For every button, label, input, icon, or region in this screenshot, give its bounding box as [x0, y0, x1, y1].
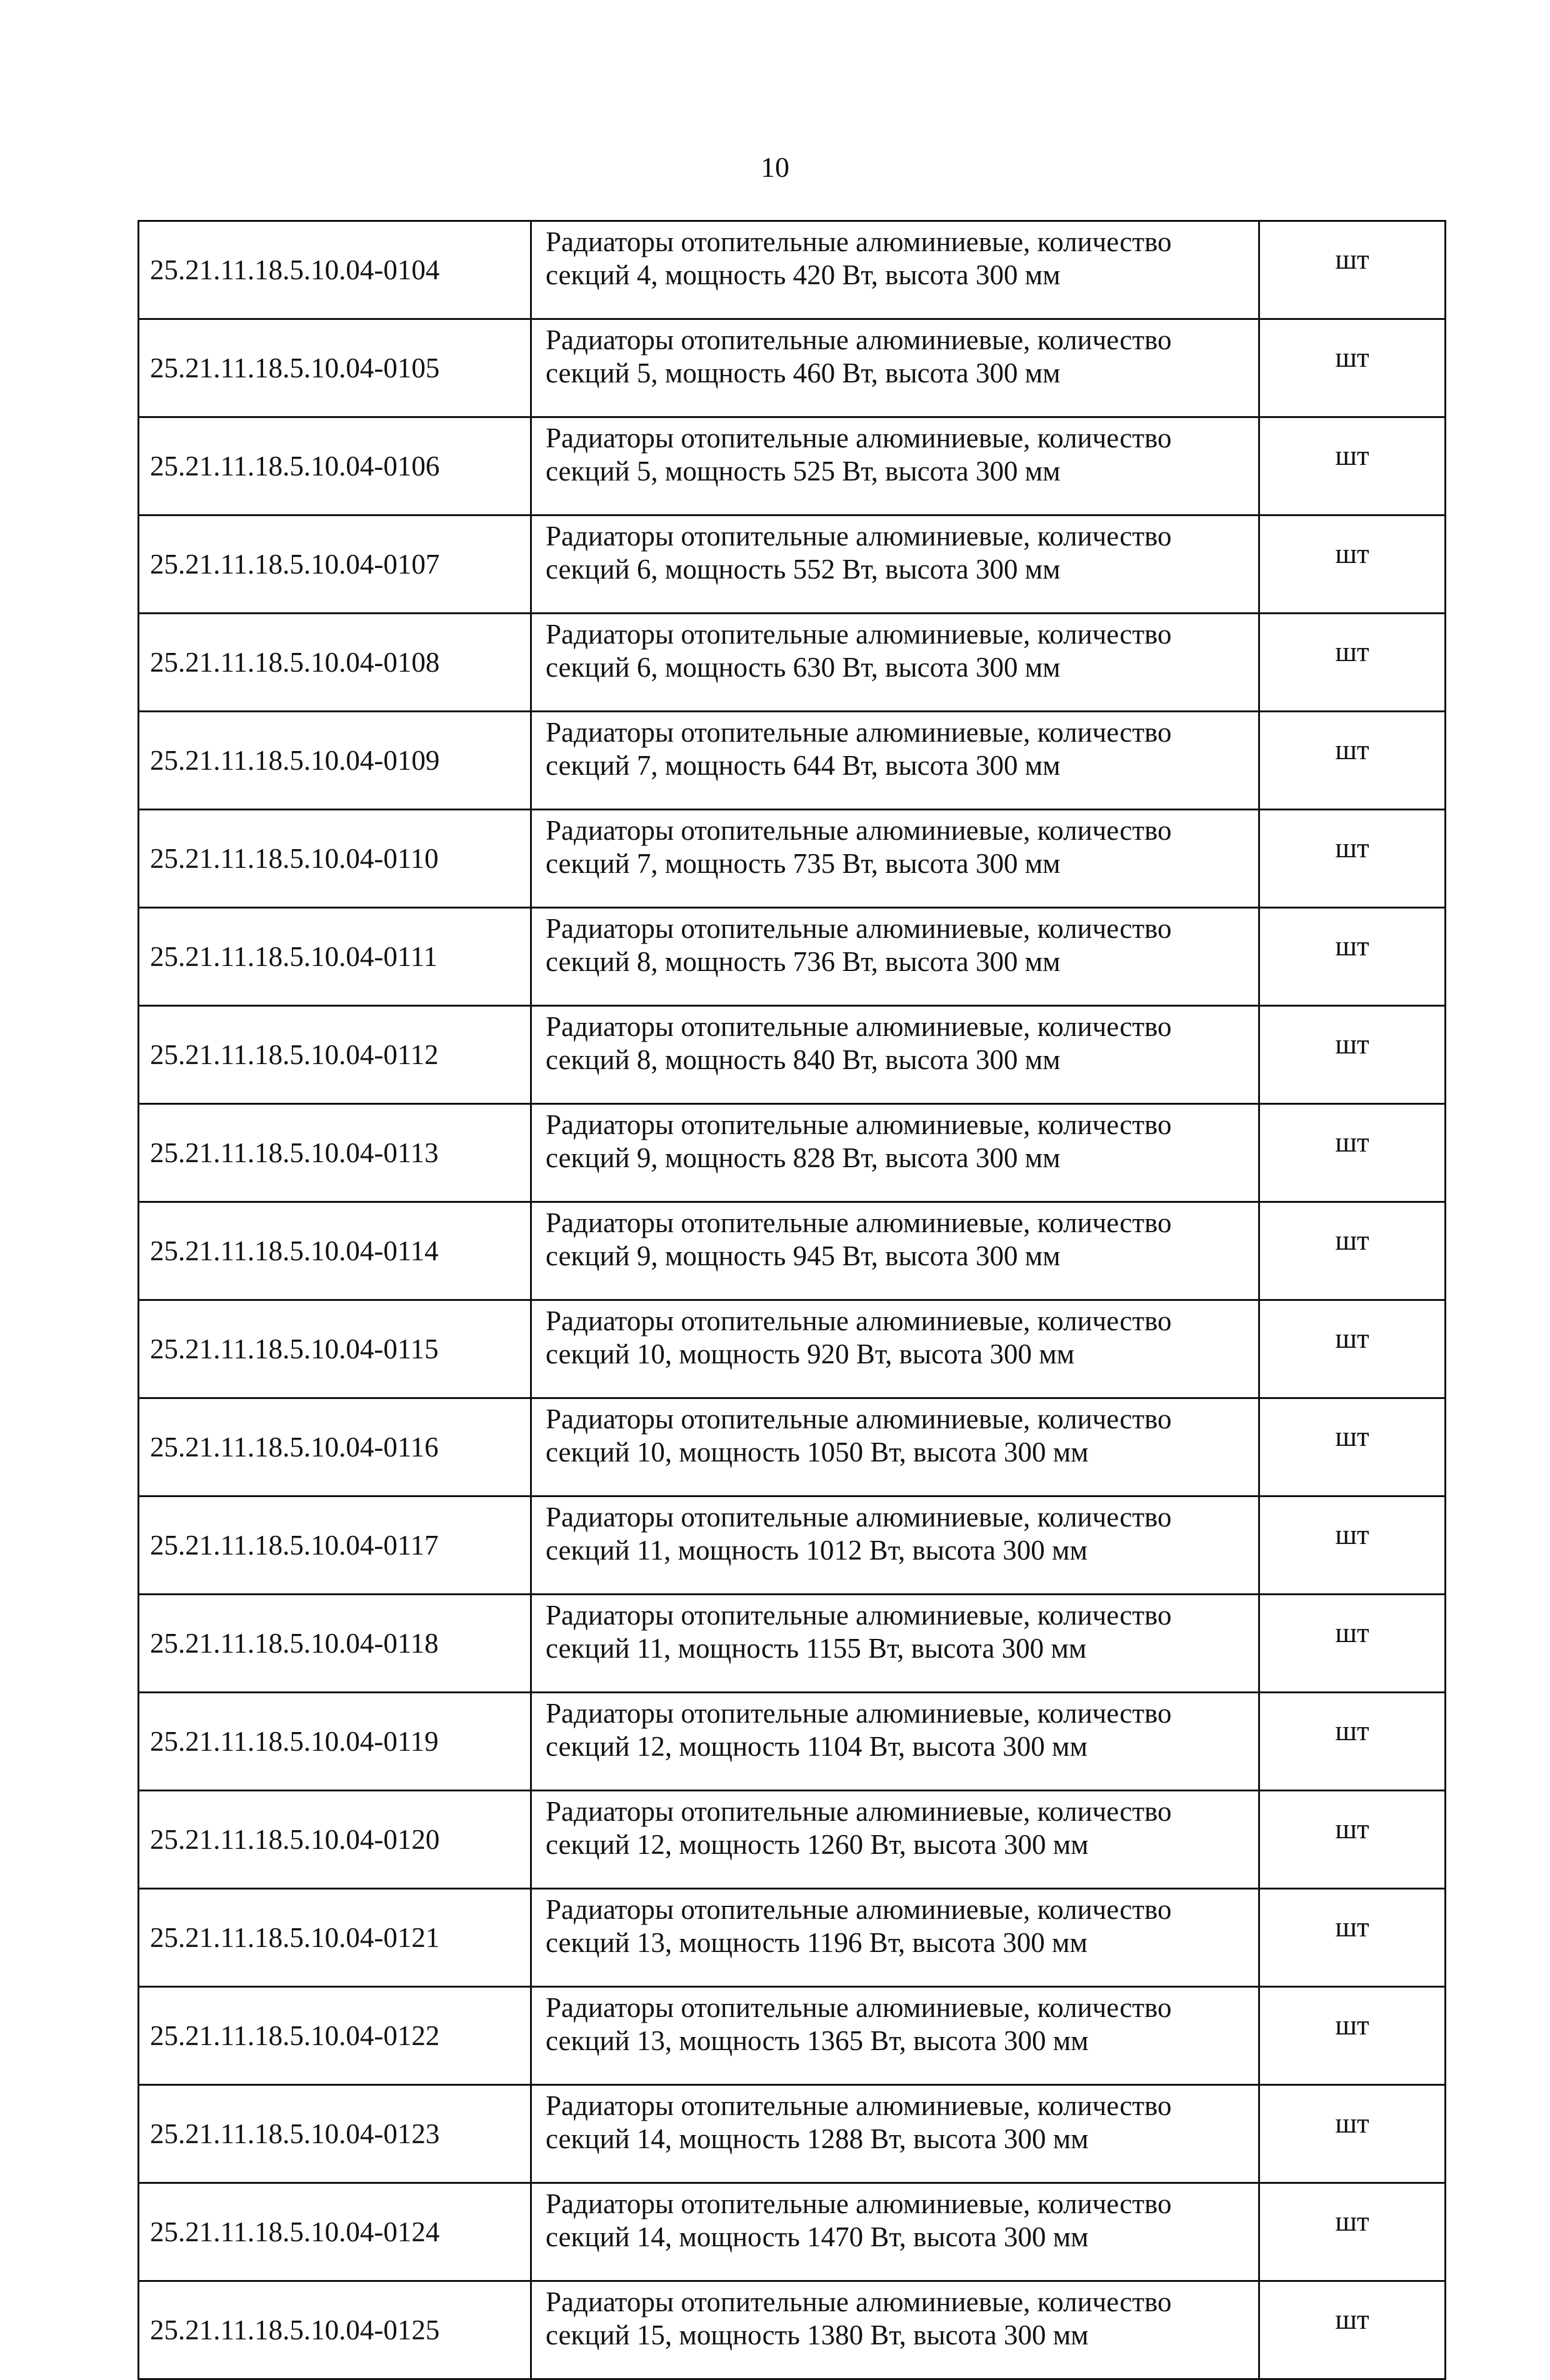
- description-line-1: Радиаторы отопительные алюминиевые, количество: [546, 520, 1172, 552]
- resource-code-cell: 25.21.11.18.5.10.04-0116: [139, 1398, 531, 1496]
- table-row: [139, 1006, 1446, 1104]
- description-line-1: Радиаторы отопительные алюминиевые, количество: [546, 1698, 1172, 1729]
- description-line-1: Радиаторы отопительные алюминиевые, количество: [546, 1207, 1172, 1238]
- description-line-2: секций 5, мощность 525 Вт, высота 300 мм: [546, 456, 1061, 487]
- unit-cell: шт: [1259, 1889, 1446, 1987]
- description-line-2: секций 14, мощность 1288 Вт, высота 300 мм: [546, 2123, 1089, 2154]
- resource-code-cell: 25.21.11.18.5.10.04-0107: [139, 515, 531, 614]
- resource-description-cell: [531, 221, 1259, 319]
- unit-cell: шт: [1259, 1693, 1446, 1791]
- resource-code-cell: 25.21.11.18.5.10.04-0105: [139, 319, 531, 417]
- resource-code-cell: 25.21.11.18.5.10.04-0108: [139, 614, 531, 712]
- table-row: [139, 221, 1446, 319]
- description-line-2: секций 10, мощность 1050 Вт, высота 300 мм: [546, 1436, 1089, 1468]
- resource-code-cell: 25.21.11.18.5.10.04-0106: [139, 417, 531, 515]
- description-line-1: Радиаторы отопительные алюминиевые, количество: [546, 619, 1172, 650]
- unit-cell: шт: [1259, 1791, 1446, 1889]
- resource-description-cell: [531, 1987, 1259, 2085]
- description-line-2: секций 9, мощность 828 Вт, высота 300 мм: [546, 1142, 1061, 1173]
- resource-description-cell: [531, 1104, 1259, 1202]
- table-body: [139, 221, 1446, 2379]
- unit-cell: шт: [1259, 712, 1446, 810]
- resource-description-cell: [531, 712, 1259, 810]
- resource-code-cell: 25.21.11.18.5.10.04-0113: [139, 1104, 531, 1202]
- resource-code-cell: 25.21.11.18.5.10.04-0111: [139, 908, 531, 1006]
- resource-code-cell: 25.21.11.18.5.10.04-0123: [139, 2085, 531, 2183]
- unit-cell: шт: [1259, 2085, 1446, 2183]
- description-line-1: Радиаторы отопительные алюминиевые, количество: [546, 324, 1172, 356]
- table-row: [139, 1300, 1446, 1398]
- resource-description-cell: [531, 2183, 1259, 2281]
- resource-description-cell: [531, 1595, 1259, 1693]
- description-line-2: секций 11, мощность 1155 Вт, высота 300 мм: [546, 1633, 1087, 1664]
- page-number: 10: [761, 151, 789, 183]
- description-line-2: секций 12, мощность 1260 Вт, высота 300 мм: [546, 1829, 1089, 1860]
- unit-cell: шт: [1259, 2281, 1446, 2379]
- description-line-2: секций 14, мощность 1470 Вт, высота 300 мм: [546, 2221, 1089, 2253]
- table-row: [139, 1104, 1446, 1202]
- resource-code-cell: 25.21.11.18.5.10.04-0124: [139, 2183, 531, 2281]
- unit-cell: шт: [1259, 810, 1446, 908]
- unit-cell: шт: [1259, 1987, 1446, 2085]
- unit-cell: шт: [1259, 221, 1446, 319]
- description-line-2: секций 11, мощность 1012 Вт, высота 300 мм: [546, 1535, 1088, 1566]
- unit-cell: шт: [1259, 1398, 1446, 1496]
- resource-description-cell: [531, 1202, 1259, 1300]
- description-line-2: секций 7, мощность 735 Вт, высота 300 мм: [546, 848, 1061, 879]
- description-line-2: секций 13, мощность 1365 Вт, высота 300 мм: [546, 2025, 1089, 2056]
- resource-description-cell: [531, 417, 1259, 515]
- unit-cell: шт: [1259, 515, 1446, 614]
- description-line-2: секций 5, мощность 460 Вт, высота 300 мм: [546, 357, 1061, 389]
- resource-description-cell: [531, 1693, 1259, 1791]
- table-row: [139, 1202, 1446, 1300]
- resource-description-cell: [531, 614, 1259, 712]
- description-line-2: секций 15, мощность 1380 Вт, высота 300 мм: [546, 2319, 1089, 2351]
- table-row: [139, 614, 1446, 712]
- resource-code-cell: 25.21.11.18.5.10.04-0117: [139, 1496, 531, 1595]
- description-line-2: секций 6, мощность 552 Вт, высота 300 мм: [546, 554, 1061, 585]
- table-row: [139, 1595, 1446, 1693]
- resource-code-cell: 25.21.11.18.5.10.04-0122: [139, 1987, 531, 2085]
- table-row: [139, 1693, 1446, 1791]
- resource-description-cell: [531, 908, 1259, 1006]
- resource-description-cell: [531, 1889, 1259, 1987]
- resource-code-cell: 25.21.11.18.5.10.04-0125: [139, 2281, 531, 2379]
- resource-code-cell: 25.21.11.18.5.10.04-0120: [139, 1791, 531, 1889]
- unit-cell: шт: [1259, 1202, 1446, 1300]
- resource-description-cell: [531, 810, 1259, 908]
- unit-cell: шт: [1259, 614, 1446, 712]
- table-row: [139, 417, 1446, 515]
- description-line-1: Радиаторы отопительные алюминиевые, количество: [546, 1796, 1172, 1827]
- table-row: [139, 2281, 1446, 2379]
- unit-cell: шт: [1259, 1300, 1446, 1398]
- table-row: [139, 319, 1446, 417]
- resource-description-cell: [531, 1791, 1259, 1889]
- unit-cell: шт: [1259, 1006, 1446, 1104]
- description-line-1: Радиаторы отопительные алюминиевые, количество: [546, 422, 1172, 454]
- table-row: [139, 2085, 1446, 2183]
- description-line-2: секций 8, мощность 736 Вт, высота 300 мм: [546, 946, 1061, 977]
- table-row: [139, 515, 1446, 614]
- unit-cell: шт: [1259, 1496, 1446, 1595]
- table-row: [139, 908, 1446, 1006]
- resource-code-cell: 25.21.11.18.5.10.04-0118: [139, 1595, 531, 1693]
- resource-code-cell: 25.21.11.18.5.10.04-0104: [139, 221, 531, 319]
- resource-description-cell: [531, 319, 1259, 417]
- resource-code-cell: 25.21.11.18.5.10.04-0121: [139, 1889, 531, 1987]
- unit-cell: шт: [1259, 908, 1446, 1006]
- description-line-1: Радиаторы отопительные алюминиевые, количество: [546, 1305, 1172, 1337]
- description-line-1: Радиаторы отопительные алюминиевые, количество: [546, 1109, 1172, 1140]
- resource-code-cell: 25.21.11.18.5.10.04-0115: [139, 1300, 531, 1398]
- description-line-1: Радиаторы отопительные алюминиевые, количество: [546, 2286, 1172, 2318]
- resource-code-cell: 25.21.11.18.5.10.04-0109: [139, 712, 531, 810]
- resource-description-cell: [531, 1006, 1259, 1104]
- description-line-1: Радиаторы отопительные алюминиевые, количество: [546, 226, 1172, 257]
- description-line-1: Радиаторы отопительные алюминиевые, количество: [546, 1501, 1172, 1533]
- resource-description-cell: [531, 1300, 1259, 1398]
- description-line-2: секций 9, мощность 945 Вт, высота 300 мм: [546, 1240, 1061, 1272]
- resource-description-cell: [531, 2085, 1259, 2183]
- resource-code-cell: 25.21.11.18.5.10.04-0114: [139, 1202, 531, 1300]
- description-line-1: Радиаторы отопительные алюминиевые, количество: [546, 1992, 1172, 2023]
- unit-cell: шт: [1259, 319, 1446, 417]
- resource-code-cell: 25.21.11.18.5.10.04-0119: [139, 1693, 531, 1791]
- description-line-2: секций 4, мощность 420 Вт, высота 300 мм: [546, 259, 1061, 291]
- description-line-2: секций 10, мощность 920 Вт, высота 300 мм: [546, 1338, 1075, 1370]
- description-line-1: Радиаторы отопительные алюминиевые, количество: [546, 815, 1172, 846]
- resource-table: [138, 220, 1446, 2380]
- table-row: [139, 810, 1446, 908]
- description-line-2: секций 12, мощность 1104 Вт, высота 300 мм: [546, 1731, 1088, 1762]
- table-row: [139, 712, 1446, 810]
- resource-code-cell: 25.21.11.18.5.10.04-0112: [139, 1006, 531, 1104]
- table-row: [139, 1791, 1446, 1889]
- unit-cell: шт: [1259, 1104, 1446, 1202]
- description-line-2: секций 13, мощность 1196 Вт, высота 300 мм: [546, 1927, 1088, 1958]
- unit-cell: шт: [1259, 417, 1446, 515]
- description-line-2: секций 6, мощность 630 Вт, высота 300 мм: [546, 652, 1061, 683]
- description-line-2: секций 7, мощность 644 Вт, высота 300 мм: [546, 750, 1061, 781]
- resource-description-cell: [531, 1398, 1259, 1496]
- description-line-1: Радиаторы отопительные алюминиевые, количество: [546, 1894, 1172, 1925]
- table-row: [139, 1889, 1446, 1987]
- table-row: [139, 1398, 1446, 1496]
- description-line-1: Радиаторы отопительные алюминиевые, количество: [546, 1011, 1172, 1042]
- table-row: [139, 1987, 1446, 2085]
- description-line-2: секций 8, мощность 840 Вт, высота 300 мм: [546, 1044, 1061, 1075]
- table-row: [139, 2183, 1446, 2281]
- resource-description-cell: [531, 1496, 1259, 1595]
- resource-description-cell: [531, 2281, 1259, 2379]
- description-line-1: Радиаторы отопительные алюминиевые, количество: [546, 717, 1172, 748]
- description-line-1: Радиаторы отопительные алюминиевые, количество: [546, 2090, 1172, 2121]
- resource-description-cell: [531, 515, 1259, 614]
- unit-cell: шт: [1259, 2183, 1446, 2281]
- description-line-1: Радиаторы отопительные алюминиевые, количество: [546, 1600, 1172, 1631]
- resource-code-cell: 25.21.11.18.5.10.04-0110: [139, 810, 531, 908]
- description-line-1: Радиаторы отопительные алюминиевые, количество: [546, 2188, 1172, 2219]
- table-row: [139, 1496, 1446, 1595]
- description-line-1: Радиаторы отопительные алюминиевые, количество: [546, 1403, 1172, 1435]
- unit-cell: шт: [1259, 1595, 1446, 1693]
- description-line-1: Радиаторы отопительные алюминиевые, количество: [546, 913, 1172, 944]
